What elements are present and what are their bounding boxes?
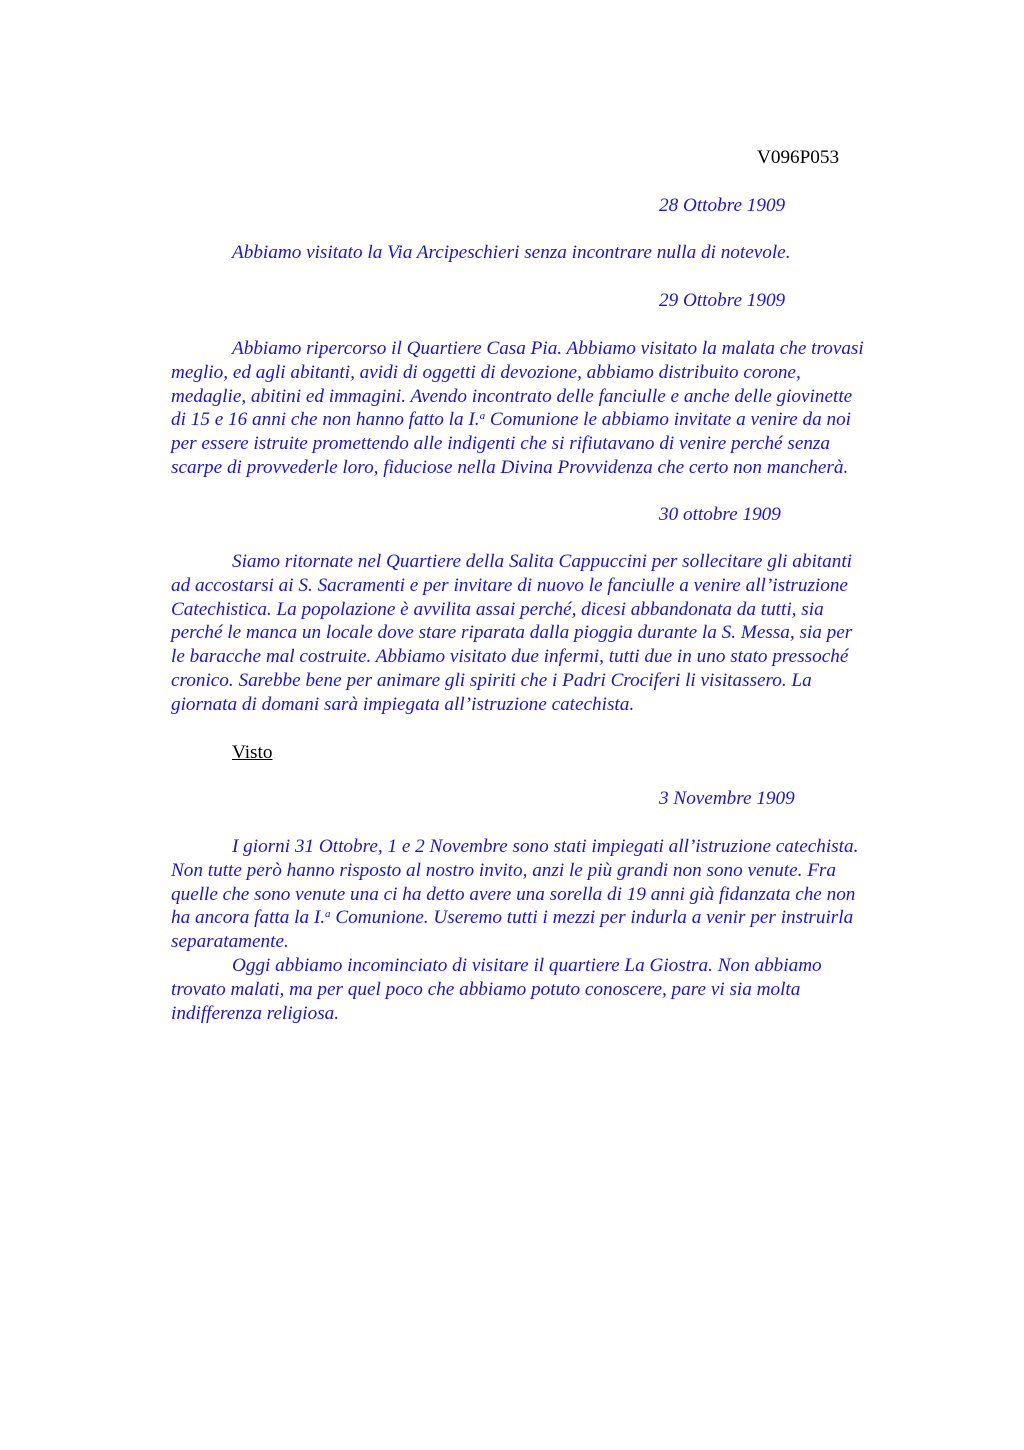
text-line: medaglie, abitini ed immagini. Avendo incontrato delle fanciulle e anche delle giovinette [171, 385, 853, 407]
text-line: Non tutte però hanno risposto al nostro invito, anzi le più grandi non sono venute. Fra [171, 859, 836, 881]
text-line: cronico. Sarebbe bene per animare gli spiriti che i Padri Crociferi li visitassero. La [171, 669, 812, 691]
ordinal-superscript: a [479, 410, 486, 423]
document-code: V096P053 [757, 147, 840, 168]
text-line: perché le manca un locale dove stare riparata dalla pioggia durante la S. Messa, sia per [171, 622, 853, 644]
text-line: giornata di domani sarà impiegata all’istruzione catechista. [171, 693, 635, 715]
text-line: le baracche mal costruite. Abbiamo visitato due infermi, tutti due in uno stato pressoché [171, 646, 849, 668]
entry-date: 28 Ottobre 1909 [659, 195, 786, 216]
text-fragment: Comunione. Useremo tutti i mezzi per indurla a venir per instruirla [335, 907, 854, 929]
text-line: indifferenza religiosa. [171, 1002, 340, 1024]
text-line: Oggi abbiamo incominciato di visitare il quartiere La Giostra. Non abbiamo [232, 954, 822, 976]
text-line: Siamo ritornate nel Quartiere della Salita Cappuccini per sollecitare gli abitanti [232, 551, 852, 572]
text-line: per essere istruite promettendo alle indigenti che si rifiutavano di venire perché senza [171, 433, 830, 455]
text-line: Catechistica. La popolazione è avvilita assai perché, dicesi abbandonata da tutti, sia [171, 598, 824, 620]
text-line: ad accostarsi ai S. Sacramenti e per invitare di nuovo le fanciulle a venire all’istruzione [171, 574, 848, 596]
text-line: Abbiamo ripercorso il Quartiere Casa Pia. Abbiamo visitato la malata che trovasi [232, 338, 864, 359]
entry-paragraph [171, 337, 931, 480]
text-line: separatamente. [171, 931, 289, 953]
visto-mark: Visto [232, 742, 273, 763]
text-line [171, 906, 931, 930]
text-line: scarpe di provvederle loro, fiduciose nella Divina Provvidenza che certo non mancherà. [171, 456, 849, 478]
text-fragment: ha ancora fatta la I. [171, 907, 326, 929]
entry-date: 29 Ottobre 1909 [659, 290, 786, 311]
entry-paragraph [171, 835, 931, 1025]
entry-paragraph [171, 241, 931, 265]
text-line: meglio, ed agli abitanti, avidi di oggetti di devozione, abbiamo distribuito corone, [171, 361, 801, 383]
entry-paragraph [171, 550, 931, 717]
text-fragment: di 15 e 16 anni che non hanno fatto la I. [171, 409, 480, 431]
text-line: quelle che sono venute una ci ha detto avere una sorella di 19 anni già fidanzata che non [171, 883, 856, 905]
ordinal-superscript: a [325, 908, 331, 921]
entry-date: 3 Novembre 1909 [659, 788, 795, 809]
text-line: I giorni 31 Ottobre, 1 e 2 Novembre sono stati impiegati all’istruzione catechista. [232, 836, 859, 857]
text-fragment: Comunione le abbiamo invitate a venire da noi [489, 409, 851, 431]
text-line [171, 408, 931, 432]
text-line: Abbiamo visitato la Via Arcipeschieri senza incontrare nulla di notevole. [232, 242, 791, 263]
text-line: trovato malati, ma per quel poco che abbiamo potuto conoscere, pare vi sia molta [171, 978, 801, 1000]
entry-date: 30 ottobre 1909 [659, 504, 781, 525]
